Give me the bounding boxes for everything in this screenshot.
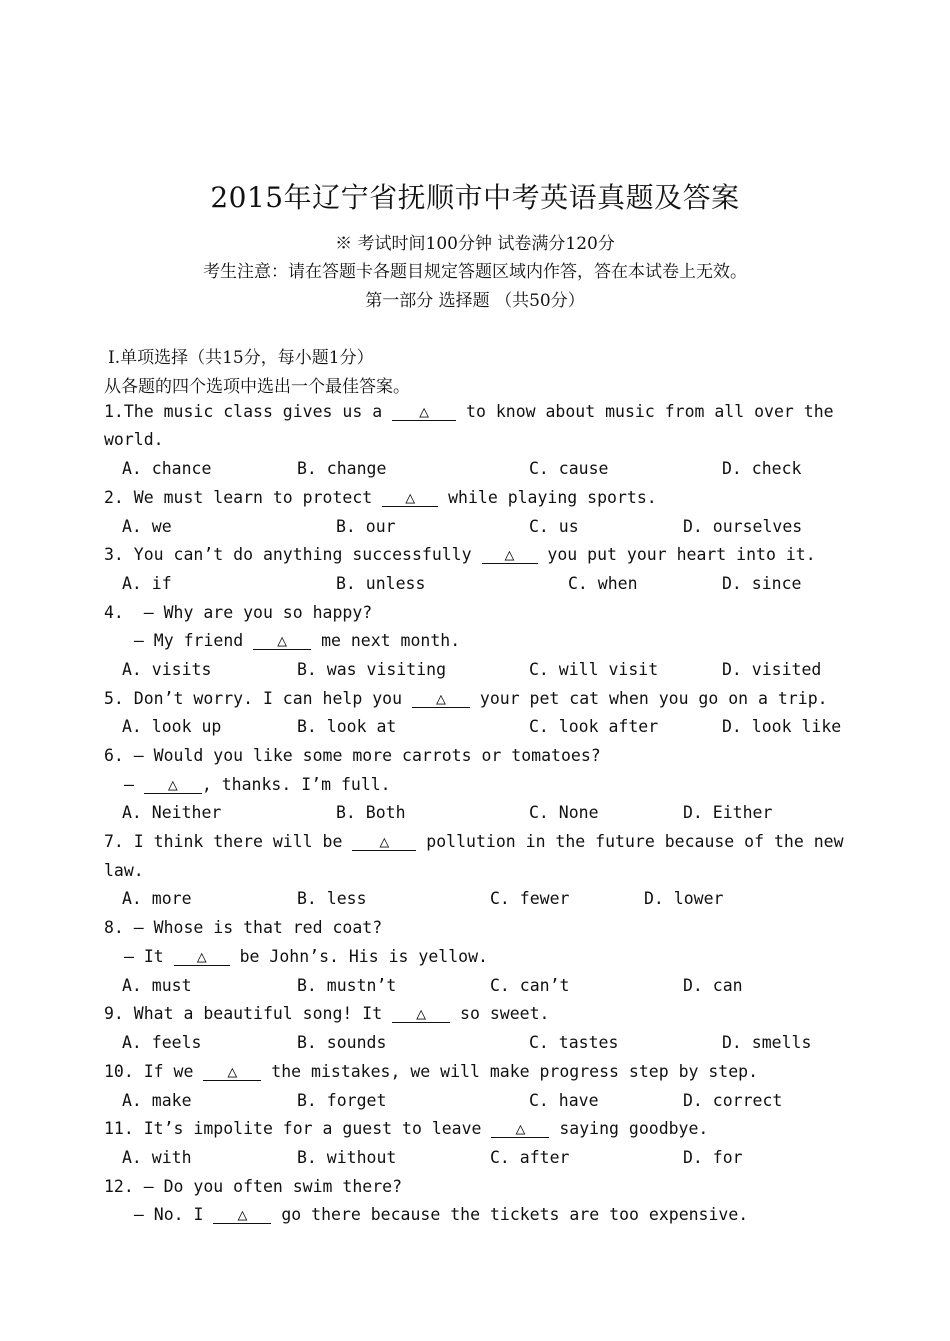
question-2-stem-end: while playing sports.	[438, 488, 657, 507]
option-a: A. with	[122, 1148, 192, 1167]
question-10-stem-start: 10. If we	[104, 1062, 204, 1081]
option-c: C. None	[529, 803, 599, 822]
option-b: B. sounds	[297, 1033, 387, 1052]
question-8: 8. — Whose is that red coat?	[104, 918, 383, 937]
option-d: D. visited	[722, 660, 822, 679]
option-b: B. our	[336, 517, 396, 536]
option-a: A. look up	[122, 717, 222, 736]
option-b: B. without	[297, 1148, 397, 1167]
question-12: 12. — Do you often swim there?	[104, 1177, 403, 1196]
answer-blank: △	[491, 1121, 549, 1138]
option-c: C. after	[490, 1148, 570, 1167]
question-7-continuation: law.	[104, 861, 144, 880]
section-instruction: 从各题的四个选项中选出一个最佳答案。	[104, 377, 410, 397]
option-c: C. can’t	[490, 976, 570, 995]
option-c: C. us	[529, 517, 579, 536]
option-c: C. when	[568, 574, 638, 593]
option-b: B. forget	[297, 1091, 387, 1110]
option-d: D. correct	[683, 1091, 783, 1110]
answer-blank: △	[203, 1064, 261, 1081]
question-9	[104, 1004, 549, 1023]
question-7	[104, 832, 844, 851]
option-b: B. Both	[336, 803, 406, 822]
option-c: C. fewer	[490, 889, 570, 908]
question-3	[104, 545, 816, 564]
option-b: B. unless	[336, 574, 426, 593]
option-a: A. visits	[122, 660, 212, 679]
option-b: B. less	[297, 889, 367, 908]
question-10	[104, 1062, 758, 1081]
option-d: D. lower	[644, 889, 724, 908]
answer-blank: △	[352, 834, 416, 851]
question-11	[104, 1119, 708, 1138]
answer-blank: △	[382, 490, 438, 507]
option-d: D. check	[722, 459, 802, 478]
option-b: B. change	[297, 459, 387, 478]
question-9-stem-start: 9. What a beautiful song! It	[104, 1004, 393, 1023]
answer-blank: △	[144, 777, 202, 794]
question-11-stem-start: 11. It’s impolite for a guest to leave	[104, 1119, 492, 1138]
question-1	[104, 402, 834, 421]
option-c: C. cause	[529, 459, 609, 478]
question-4-stem-end: me next month.	[311, 631, 461, 650]
question-12-stem-start: — No. I	[124, 1205, 214, 1224]
section-heading: Ⅰ.单项选择（共15分，每小题1分）	[108, 348, 374, 368]
answer-blank: △	[174, 949, 230, 966]
question-9-stem-end: so sweet.	[450, 1004, 550, 1023]
answer-blank: △	[213, 1207, 271, 1224]
option-a: A. make	[122, 1091, 192, 1110]
question-4: 4. — Why are you so happy?	[104, 603, 373, 622]
question-8-stem-start: — It	[124, 947, 174, 966]
part-heading: 第一部分 选择题 （共50分）	[365, 291, 585, 311]
option-c: C. tastes	[529, 1033, 619, 1052]
question-4-stem-start: — My friend	[124, 631, 254, 650]
answer-blank: △	[392, 404, 456, 421]
question-6-stem-end: , thanks. I’m full.	[201, 775, 391, 794]
option-c: C. have	[529, 1091, 599, 1110]
answer-blank: △	[253, 633, 311, 650]
question-4-reply	[124, 631, 460, 650]
exam-info: ※ 考试时间100分钟 试卷满分120分	[335, 234, 615, 254]
option-d: D. Either	[683, 803, 773, 822]
question-11-stem-end: saying goodbye.	[549, 1119, 709, 1138]
question-7-stem-start: 7. I think there will be	[104, 832, 353, 851]
question-3-stem-start: 3. You can’t do anything successfully	[104, 545, 482, 564]
question-12-reply	[124, 1205, 748, 1224]
question-12-stem-end: go there because the tickets are too expensive.	[271, 1205, 749, 1224]
option-a: A. feels	[122, 1033, 202, 1052]
answer-blank: △	[412, 691, 470, 708]
question-5-stem-end: your pet cat when you go on a trip.	[469, 689, 828, 708]
option-a: A. Neither	[122, 803, 222, 822]
question-8-reply	[124, 947, 488, 966]
question-7-stem-end: pollution in the future because of the new	[416, 832, 844, 851]
option-b: B. look at	[297, 717, 397, 736]
candidate-notice: 考生注意：请在答题卡各题目规定答题区域内作答，答在本试卷上无效。	[203, 262, 747, 282]
option-a: A. we	[122, 517, 172, 536]
option-d: D. since	[722, 574, 802, 593]
option-d: D. look like	[722, 717, 842, 736]
question-2	[104, 488, 657, 507]
question-8-stem-end: be John’s. His is yellow.	[229, 947, 488, 966]
page-title: 2015年辽宁省抚顺市中考英语真题及答案	[210, 181, 740, 214]
option-d: D. smells	[722, 1033, 812, 1052]
question-10-stem-end: the mistakes, we will make progress step by step.	[261, 1062, 759, 1081]
option-a: A. must	[122, 976, 192, 995]
option-d: D. ourselves	[683, 517, 803, 536]
question-1-stem-end: to know about music from all over the	[456, 402, 834, 421]
question-5	[104, 689, 828, 708]
question-5-stem-start: 5. Don’t worry. I can help you	[104, 689, 412, 708]
option-a: A. more	[122, 889, 192, 908]
option-c: C. will visit	[529, 660, 659, 679]
option-d: D. can	[683, 976, 743, 995]
option-c: C. look after	[529, 717, 659, 736]
option-a: A. chance	[122, 459, 212, 478]
question-6: 6. — Would you like some more carrots or tomatoes?	[104, 746, 601, 765]
option-a: A. if	[122, 574, 172, 593]
option-d: D. for	[683, 1148, 743, 1167]
question-1-stem-start: 1.The music class gives us a	[104, 402, 393, 421]
answer-blank: △	[392, 1006, 450, 1023]
question-6-reply	[124, 775, 391, 794]
question-3-stem-end: you put your heart into it.	[537, 545, 816, 564]
question-1-continuation: world.	[104, 430, 164, 449]
answer-blank: △	[482, 547, 538, 564]
question-2-stem-start: 2. We must learn to protect	[104, 488, 383, 507]
option-b: B. mustn’t	[297, 976, 397, 995]
option-b: B. was visiting	[297, 660, 447, 679]
question-6-stem-start: —	[124, 775, 144, 794]
